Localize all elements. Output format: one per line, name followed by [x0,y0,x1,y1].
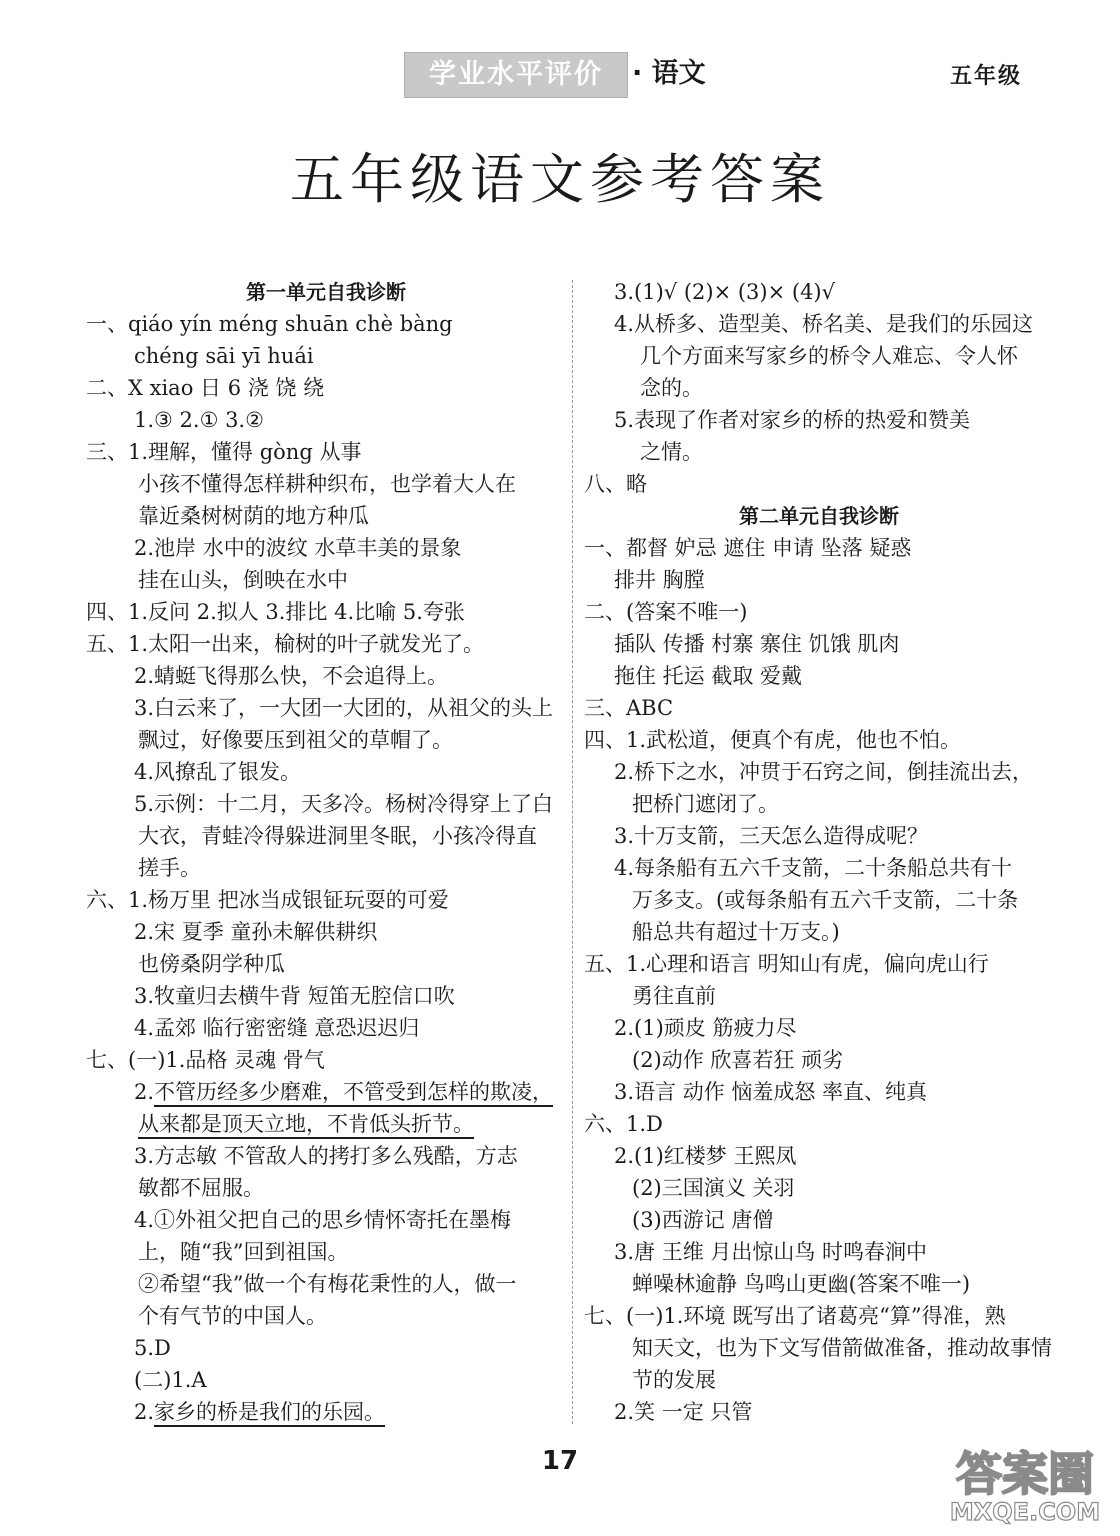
answer-line: 二、X xiao 日 6 浇 饶 绕 [86,376,325,400]
answer-line: 七、(一)1.环境 既写出了诸葛亮“算”得准，熟 [584,1304,1006,1328]
answer-line: 六、1.D [584,1112,663,1136]
answer-line: (2)动作 欣喜若狂 顽劣 [632,1048,844,1072]
answer-line: 三、1.理解，懂得 gòng 从事 [86,440,362,464]
answer-line [134,1396,385,1428]
answer-line: 3.白云来了，一大团一大团的，从祖父的头上 [134,696,554,720]
answer-line: 4.风撩乱了银发。 [134,760,302,784]
answer-line: 5.D [134,1336,171,1360]
answer-line: 知天文，也为下文写借箭做准备，推动故事情 [632,1336,1052,1360]
answer-line: 2.(1)顽皮 筋疲力尽 [614,1016,797,1040]
answer-line: 五、1.太阳一出来，榆树的叶子就发光了。 [86,632,485,656]
answer-line [138,1108,474,1140]
answer-line: 飘过，好像要压到祖父的草帽了。 [138,728,453,752]
answer-line: 1.③ 2.① 3.② [134,408,264,432]
page-number: 17 [541,1446,579,1476]
answer-line: 之情。 [640,440,703,464]
answer-line: 3.(1)√ (2)× (3)× (4)√ [614,280,836,304]
answer-line: 四、1.武松道，便真个有虎，他也不怕。 [584,728,962,752]
answer-line: 三、ABC [584,696,674,720]
answer-line: (2)三国演义 关羽 [632,1176,795,1200]
answer-line: 4.①外祖父把自己的思乡情怀寄托在墨梅 [134,1208,512,1232]
section-title-unit-1: 第一单元自我诊断 [246,280,406,304]
answer-line: 3.牧童归去横牛背 短笛无腔信口吹 [134,984,455,1008]
header-subject: · 语文 [632,58,706,89]
answer-line: 五、1.心理和语言 明知山有虎，偏向虎山行 [584,952,989,976]
answer-line: (3)西游记 唐僧 [632,1208,774,1232]
underlined-answer: 从来都是顶天立地，不肯低头折节。 [138,1112,474,1139]
answer-line: 八、略 [584,472,647,496]
underlined-answer: 不管历经多少磨难，不管受到怎样的欺凌， [154,1080,553,1107]
answer-line: 3.方志敏 不管敌人的拷打多么残酷，方志 [134,1144,518,1168]
watermark-logo [940,1440,1110,1528]
answer-line: 3.唐 王维 月出惊山鸟 时鸣春涧中 [614,1240,928,1264]
answer-line: 勇往直前 [632,984,716,1008]
answer-line: 2.(1)红楼梦 王熙凤 [614,1144,797,1168]
answer-line: 4.从桥多、造型美、桥名美、是我们的乐园这 [614,312,1034,336]
answer-line: 四、1.反问 2.拟人 3.排比 4.比喻 5.夸张 [86,600,465,624]
underlined-answer: 家乡的桥是我们的乐园。 [154,1400,385,1427]
answer-line: 5.示例：十二月，天多冷。杨树冷得穿上了白 [134,792,554,816]
answer-line: 2.宋 夏季 童孙未解供耕织 [134,920,378,944]
answer-line: 3.十万支箭，三天怎么造得成呢？ [614,824,929,848]
answer-line: 小孩不懂得怎样耕种织布，也学着大人在 [138,472,516,496]
answer-line [134,1076,553,1108]
answer-line: 4.每条船有五六千支箭，二十条船总共有十 [614,856,1013,880]
answer-line: 几个方面来写家乡的桥令人难忘、令人怀 [640,344,1018,368]
answer-line: 六、1.杨万里 把冰当成银钲玩耍的可爱 [86,888,449,912]
column-divider [572,280,573,1424]
answer-line: 4.孟郊 临行密密缝 意恐迟迟归 [134,1016,420,1040]
answer-line: 万多支。(或每条船有五六千支箭，二十条 [632,888,1019,912]
answer-line: 敏都不屈服。 [138,1176,264,1200]
header-grade: 五年级 [950,64,1023,89]
answer-line: 二、(答案不唯一) [584,600,748,624]
watermark-bottom-text: MXQE.COM [949,1498,1101,1526]
answer-line: 5.表现了作者对家乡的桥的热爱和赞美 [614,408,971,432]
page-title: 五年级语文参考答案 [290,148,830,211]
section-title-unit-2: 第二单元自我诊断 [739,504,899,528]
answer-line: 挂在山头，倒映在水中 [138,568,348,592]
answer-line: 念的。 [640,376,703,400]
watermark-top-text: 答案圈 [956,1447,1094,1501]
answer-line: 大衣，青蛙冷得躲进洞里冬眠，小孩冷得直 [138,824,537,848]
header-badge: 学业水平评价 [404,52,628,98]
answer-line: 2.桥下之水，冲贯于石窍之间，倒挂流出去， [614,760,1034,784]
answer-line: ②希望“我”做一个有梅花秉性的人，做一 [138,1272,517,1296]
answer-line: 七、(一)1.品格 灵魂 骨气 [86,1048,325,1072]
answer-line: (二)1.A [134,1368,207,1392]
answer-line-number: 2. [134,1400,155,1424]
answer-line: 蝉噪林逾静 鸟鸣山更幽(答案不唯一) [632,1272,971,1296]
answer-line: 2.蜻蜓飞得那么快，不会追得上。 [134,664,449,688]
answer-line: 一、都督 妒忌 遮住 申请 坠落 疑惑 [584,536,912,560]
answer-line: 3.语言 动作 恼羞成怒 率直、纯真 [614,1080,928,1104]
answer-line: 插队 传播 村寨 寨住 饥饿 肌肉 [614,632,900,656]
answer-line: 一、qiáo yín méng shuān chè bàng [86,312,453,336]
answer-line: 个有气节的中国人。 [138,1304,327,1328]
answer-line-number: 2. [134,1080,155,1104]
answer-line: 搓手。 [138,856,201,880]
answer-line: 2.池岸 水中的波纹 水草丰美的景象 [134,536,462,560]
answer-line: 船总共有超过十万支。) [632,920,840,944]
answer-line: chéng sāi yī huái [134,344,314,368]
answer-line: 把桥门遮闭了。 [632,792,779,816]
answer-line: 节的发展 [632,1368,716,1392]
answer-line: 上，随“我”回到祖国。 [138,1240,349,1264]
answer-line: 拖住 托运 截取 爱戴 [614,664,803,688]
answer-line: 2.笑 一定 只管 [614,1400,753,1424]
answer-line: 也傍桑阴学种瓜 [138,952,285,976]
answer-line: 排井 胸膛 [614,568,705,592]
answer-line: 靠近桑树树荫的地方种瓜 [138,504,369,528]
